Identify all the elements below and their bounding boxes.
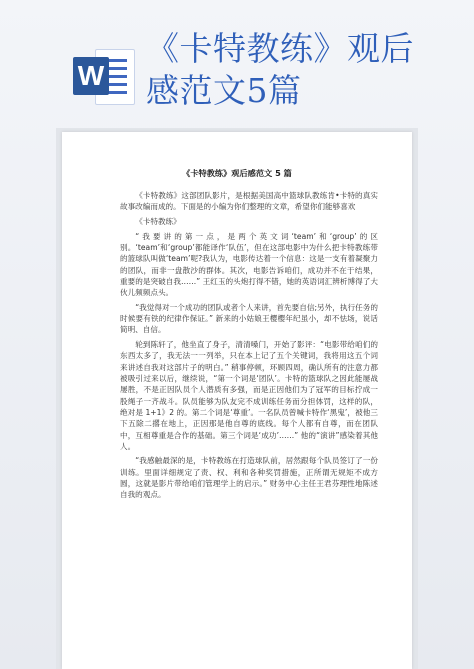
paragraph: “我觉得对一个成功的团队或者个人来讲，首先要自信;另外，执行任务的时候要有铁的纪律作保证。” 新来的小姑娘王樱樱年纪虽小，却不怯场，说话简明、自信。 [120,302,378,335]
paragraph-heading: 《卡特教练》 [135,216,181,226]
document-body [120,190,378,504]
document-title: 《卡特教练》观后感范文 5 篇 [182,168,292,178]
document-page [62,132,412,669]
paragraph-intro: 《卡特教练》这部团队影片，是根据美国高中篮球队教练肯•卡特的真实故事改编而成的。下面是的小编为你们整理的文章，希望你们能够喜欢 [120,191,378,212]
paragraph: “我感触最深的是，卡特教练在打造球队前，居然跟每个队员签订了一份训练。里面详细规定了责、权、利和各种奖罚措施，正所谓无规矩不成方圆，这就是影片带给咱们管理学上的启示。” 财务中心主任王君芬理性地陈述自我的观点。 [120,456,378,500]
word-icon-letter: W [73,57,109,95]
banner-title-line-2: 感范文5篇 [146,71,302,110]
banner-title-line-1: 《卡特教练》观后 [146,29,414,68]
paragraph: “我要讲的第一点，是两个英文词‘team’和‘group’的区别。‘team’和‘group’都能译作‘队伍’，但在这部电影中为什么把卡特教练带的篮球队叫做‘team’呢?我认为，电影传达着一个信息：这是一支有着凝聚力的团队，而非一盘散沙的群体。其次，电影告诉咱们，成功并不在于结果，重要的是突破自我……” 王红玉的头炮打得不错，她的英语词汇辨析博得了大伙儿频频点头。 [120,231,378,298]
word-icon [73,45,135,107]
paragraph: 轮到陈轩了，他坐直了身子，清清嗓门，开始了影评：“电影带给咱们的东西太多了，我无法一一列举，只在本上记了五个关键词，我将用这五个词来讲述自我对这部片子的明白。” 稍事停顿，环顾四周，确认所有的注意力都被吸引过来以后，继续说，“第一个词是‘团队’。卡特的篮球队之因此能屡战屡胜，不是正因队员个人潜质有多强，而是正因他们为了冠军的目标拧成一股绳子一齐战斗。队员能够为队友完不成训练任务而分担体罚，这样的队，绝对是 1+1》2 的。第二个词是‘尊重’。一名队员曾喊卡特作‘黑鬼’，被他三下五除二撂在地上，正因那是他自尊的底线。每个人都有自尊，而在团队中，互相尊重是合作的基础。第三个词是‘成功’……” 他的“演讲”感染着其他人。 [120,340,378,451]
banner-title [146,28,466,112]
